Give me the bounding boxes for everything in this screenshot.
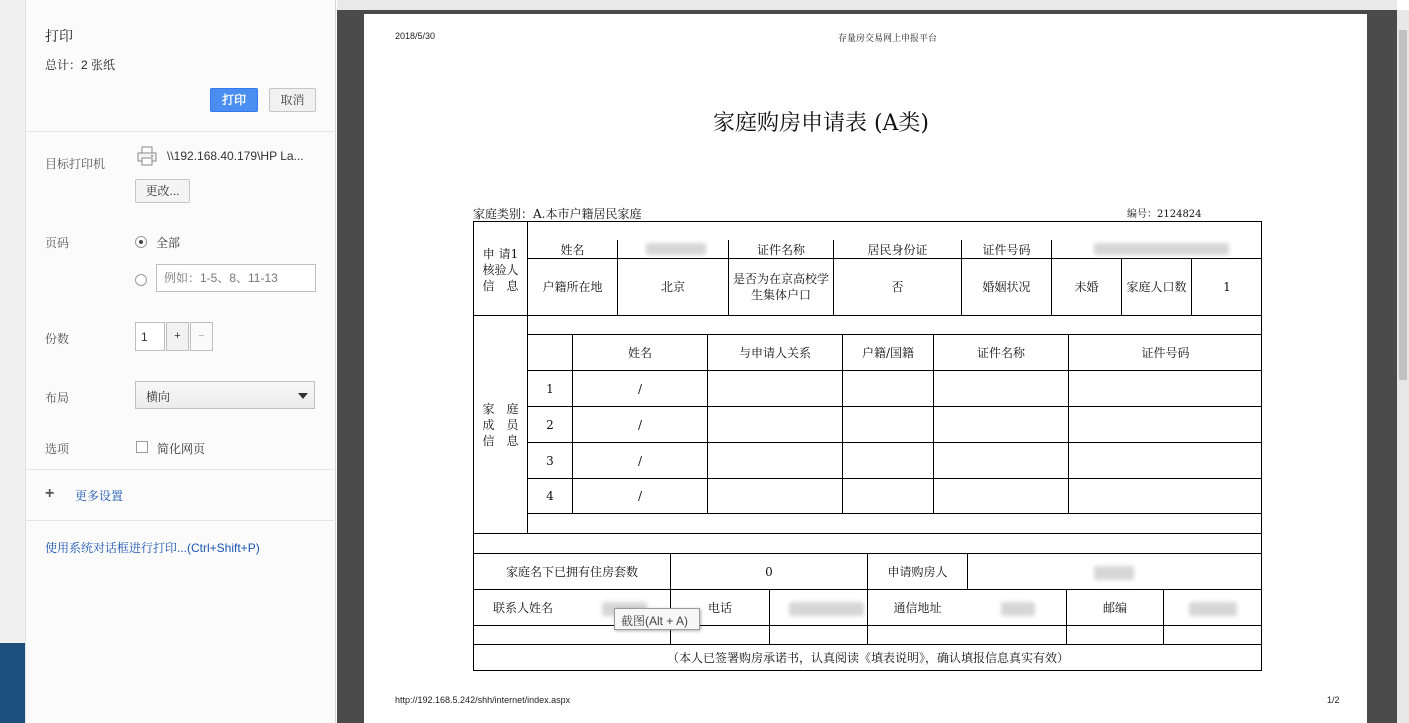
member-header: 证件号码 (1141, 345, 1190, 360)
scrollbar-thumb[interactable] (1399, 30, 1407, 380)
member-header: 姓名 (627, 345, 652, 360)
footer-page-number: 1/2 (1327, 695, 1340, 705)
screenshot-tooltip: 截图(Alt + A) (614, 608, 700, 630)
id-type-value: 居民身份证 (867, 242, 928, 257)
redacted-id-number (1094, 243, 1229, 255)
options-label: 选项 (45, 442, 70, 456)
redacted-phone (789, 602, 864, 616)
simplify-checkbox[interactable] (136, 441, 148, 453)
form-title: 家庭购房申请表 (A类) (712, 111, 930, 136)
id-type-label: 证件名称 (756, 242, 805, 257)
pages-custom-radio[interactable] (135, 274, 147, 286)
layout-label: 布局 (45, 391, 70, 405)
family-type: 家庭类别：A.本市户籍居民家庭 (473, 207, 642, 221)
member-row-number: 2 (546, 417, 554, 432)
pages-range-input[interactable] (156, 264, 316, 292)
print-preview (337, 10, 1397, 723)
marital-label: 婚姻状况 (982, 280, 1031, 294)
household-label: 家庭人口数 (1126, 280, 1187, 294)
application-form-table (473, 221, 1262, 671)
redacted-postcode (1189, 602, 1237, 616)
cancel-button[interactable]: 取消 (269, 88, 316, 112)
form-number: 编号：2124824 (1127, 209, 1202, 220)
plus-icon[interactable]: + (45, 485, 55, 502)
contact-label: 联系人姓名 (492, 600, 553, 615)
owned-homes-label: 家庭名下已拥有住房套数 (505, 564, 638, 579)
members-section-label: 家 庭 成 员 信 息 (482, 401, 519, 448)
pages-all-radio[interactable] (135, 236, 147, 248)
layout-value: 横向 (146, 390, 171, 404)
copies-decrement-button[interactable]: − (190, 322, 213, 351)
hukou-label: 户籍所在地 (542, 280, 603, 294)
phone-label: 电话 (707, 600, 732, 615)
total-sheets: 总计：2 张纸 (45, 58, 116, 72)
student-value: 否 (891, 280, 904, 294)
divider (26, 469, 336, 470)
footer-url: http://192.168.5.242/shh/internet/index.aspx (395, 695, 571, 705)
system-dialog-link[interactable]: 使用系统对话框进行打印...(Ctrl+Shift+P) (45, 541, 260, 555)
change-printer-button[interactable]: 更改... (135, 179, 190, 203)
applicant-section-label: 申 请1 核验人 信 息 (482, 247, 519, 293)
member-row-number: 3 (546, 453, 554, 468)
print-button[interactable]: 打印 (210, 88, 258, 112)
redacted-buyer (1094, 566, 1134, 580)
background-page-block (0, 643, 25, 723)
header-date: 2018/5/30 (395, 31, 436, 41)
marital-value: 未婚 (1074, 280, 1099, 294)
member-header: 证件名称 (976, 345, 1025, 360)
name-label: 姓名 (560, 242, 585, 257)
member-row-name: / (637, 489, 643, 503)
address-label: 通信地址 (893, 600, 942, 615)
pages-label: 页码 (45, 236, 70, 250)
printer-name: \\192.168.40.179\HP La... (167, 149, 304, 163)
owned-homes-value: 0 (765, 564, 773, 579)
printer-icon (136, 145, 158, 167)
pages-all-label[interactable]: 全部 (156, 236, 181, 250)
dialog-title: 打印 (45, 28, 73, 44)
print-settings-panel (25, 0, 336, 723)
member-row-name: / (637, 381, 643, 396)
copies-label: 份数 (45, 332, 70, 346)
preview-scrollbar[interactable] (1397, 10, 1409, 723)
postcode-label: 邮编 (1102, 600, 1127, 615)
member-row-number: 1 (546, 381, 554, 396)
buyer-label: 申请购房人 (887, 564, 948, 579)
layout-select[interactable] (135, 381, 315, 409)
preview-page (364, 14, 1367, 723)
member-header: 户籍/国籍 (861, 345, 915, 360)
destination-label: 目标打印机 (45, 157, 106, 171)
student-label: 是否为在京高校学生集体户口 (732, 272, 829, 302)
copies-increment-button[interactable]: + (166, 322, 189, 351)
household-value: 1 (1223, 280, 1231, 294)
divider (26, 520, 336, 521)
member-header: 与申请人关系 (738, 345, 811, 360)
id-number-label: 证件号码 (982, 242, 1031, 257)
redacted-address (1001, 602, 1035, 616)
member-row-number: 4 (546, 489, 554, 503)
divider (26, 131, 336, 132)
simplify-label[interactable]: 简化网页 (157, 442, 206, 456)
member-row-name: / (637, 453, 643, 468)
hukou-value: 北京 (660, 280, 685, 294)
member-row-name: / (637, 417, 643, 432)
copies-input[interactable]: 1 (135, 322, 165, 351)
more-settings-link[interactable]: 更多设置 (75, 489, 124, 503)
background-page (0, 0, 25, 723)
preview-top-edge (337, 0, 1409, 10)
chevron-down-icon (298, 393, 308, 399)
header-site-title: 存量房交易网上申报平台 (838, 34, 938, 44)
declaration: （本人已签署购房承诺书，认真阅读《填表说明》，确认填报信息真实有效） (666, 651, 1069, 665)
redacted-name (646, 243, 706, 255)
